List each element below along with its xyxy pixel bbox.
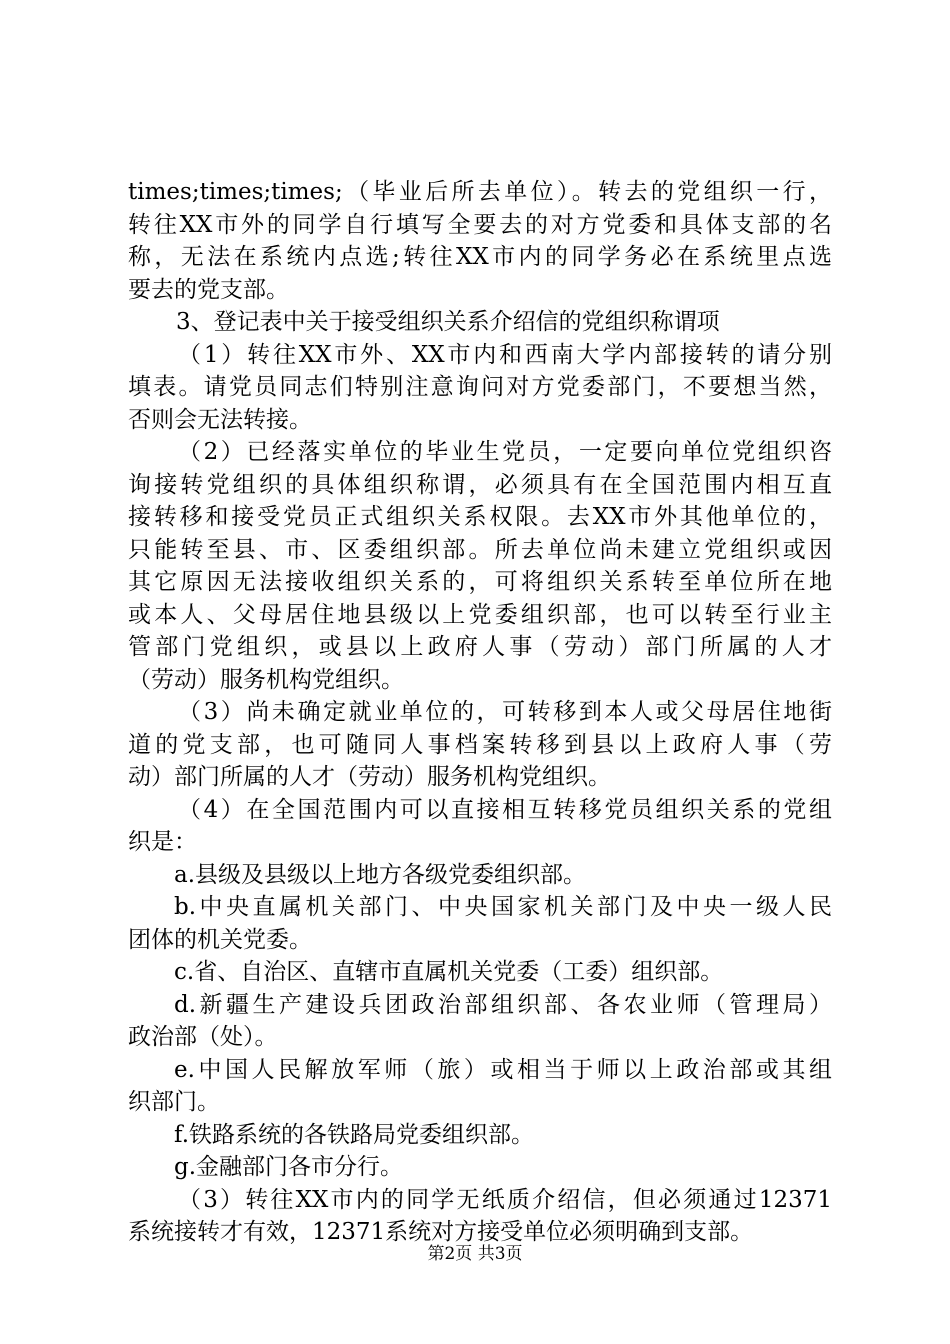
page-footer: 第2页 共3页: [427, 1244, 523, 1264]
text-line: 或本人、父母居住地县级以上党委组织部，也可以转至行业主: [128, 601, 832, 628]
text-line: 管部门党组织，或县以上政府人事（劳动）部门所属的人才: [128, 634, 832, 660]
text-line: 要去的党支部。: [128, 276, 289, 303]
text-line: 称，无法在系统内点选;转往XX市内的同学务必在系统里点选: [128, 244, 832, 270]
text-line: （2）已经落实单位的毕业生党员，一定要向单位党组织咨: [178, 439, 832, 465]
text-line: 接转移和接受党员正式组织关系权限。去XX市外其他单位的，: [128, 504, 832, 530]
text-line: （4）在全国范围内可以直接相互转移党员组织关系的党组: [178, 796, 832, 823]
text-line: g.金融部门各市分行。: [174, 1154, 404, 1180]
text-line: f.铁路系统的各铁路局党委组织部。: [174, 1121, 535, 1148]
text-line: b.中央直属机关部门、中央国家机关部门及中央一级人民: [174, 894, 832, 920]
text-line: 织是：: [128, 829, 197, 855]
text-line: a.县级及县级以上地方各级党委组织部。: [174, 861, 587, 888]
text-line: （劳动）服务机构党组织。: [128, 666, 404, 693]
text-line: c.省、自治区、直辖市直属机关党委（工委）组织部。: [174, 959, 724, 985]
text-line: 政治部（处）。: [128, 1024, 278, 1050]
text-line: 系统接转才有效，12371系统对方接受单位必须明确到支部。: [128, 1219, 754, 1245]
text-line: e.中国人民解放军师（旅）或相当于师以上政治部或其组: [174, 1056, 832, 1083]
text-line: （3）尚未确定就业单位的，可转移到本人或父母居住地街: [178, 699, 832, 725]
text-line: 团体的机关党委。: [128, 926, 312, 953]
text-line: d.新疆生产建设兵团政治部组织部、各农业师（管理局）: [174, 991, 832, 1018]
text-line: （3）转往XX市内的同学无纸质介绍信，但必须通过12371: [178, 1186, 832, 1213]
document-body: [128, 176, 832, 1249]
text-line: 只能转至县、市、区委组织部。所去单位尚未建立党组织或因: [128, 536, 832, 563]
text-line: 填表。请党员同志们特别注意询问对方党委部门，不要想当然，: [128, 374, 832, 400]
text-line: 动）部门所属的人才（劳动）服务机构党组织。: [128, 764, 611, 790]
text-line: 道的党支部，也可随同人事档案转移到县以上政府人事（劳: [128, 731, 832, 758]
text-line: （1）转往XX市外、XX市内和西南大学内部接转的请分别: [178, 341, 832, 368]
text-line: 否则会无法转接。: [128, 406, 312, 433]
text-line: 其它原因无法接收组织关系的，可将组织关系转至单位所在地: [128, 569, 832, 595]
text-line: 转往XX市外的同学自行填写全要去的对方党委和具体支部的名: [128, 211, 832, 238]
text-line: 询接转党组织的具体组织称谓，必须具有在全国范围内相互直: [128, 471, 832, 498]
text-line: 织部门。: [128, 1089, 220, 1115]
text-line: 3、登记表中关于接受组织关系介绍信的党组织称谓项: [176, 309, 720, 335]
text-line: times;times;times;（毕业后所去单位）。转去的党组织一行，: [128, 179, 832, 205]
